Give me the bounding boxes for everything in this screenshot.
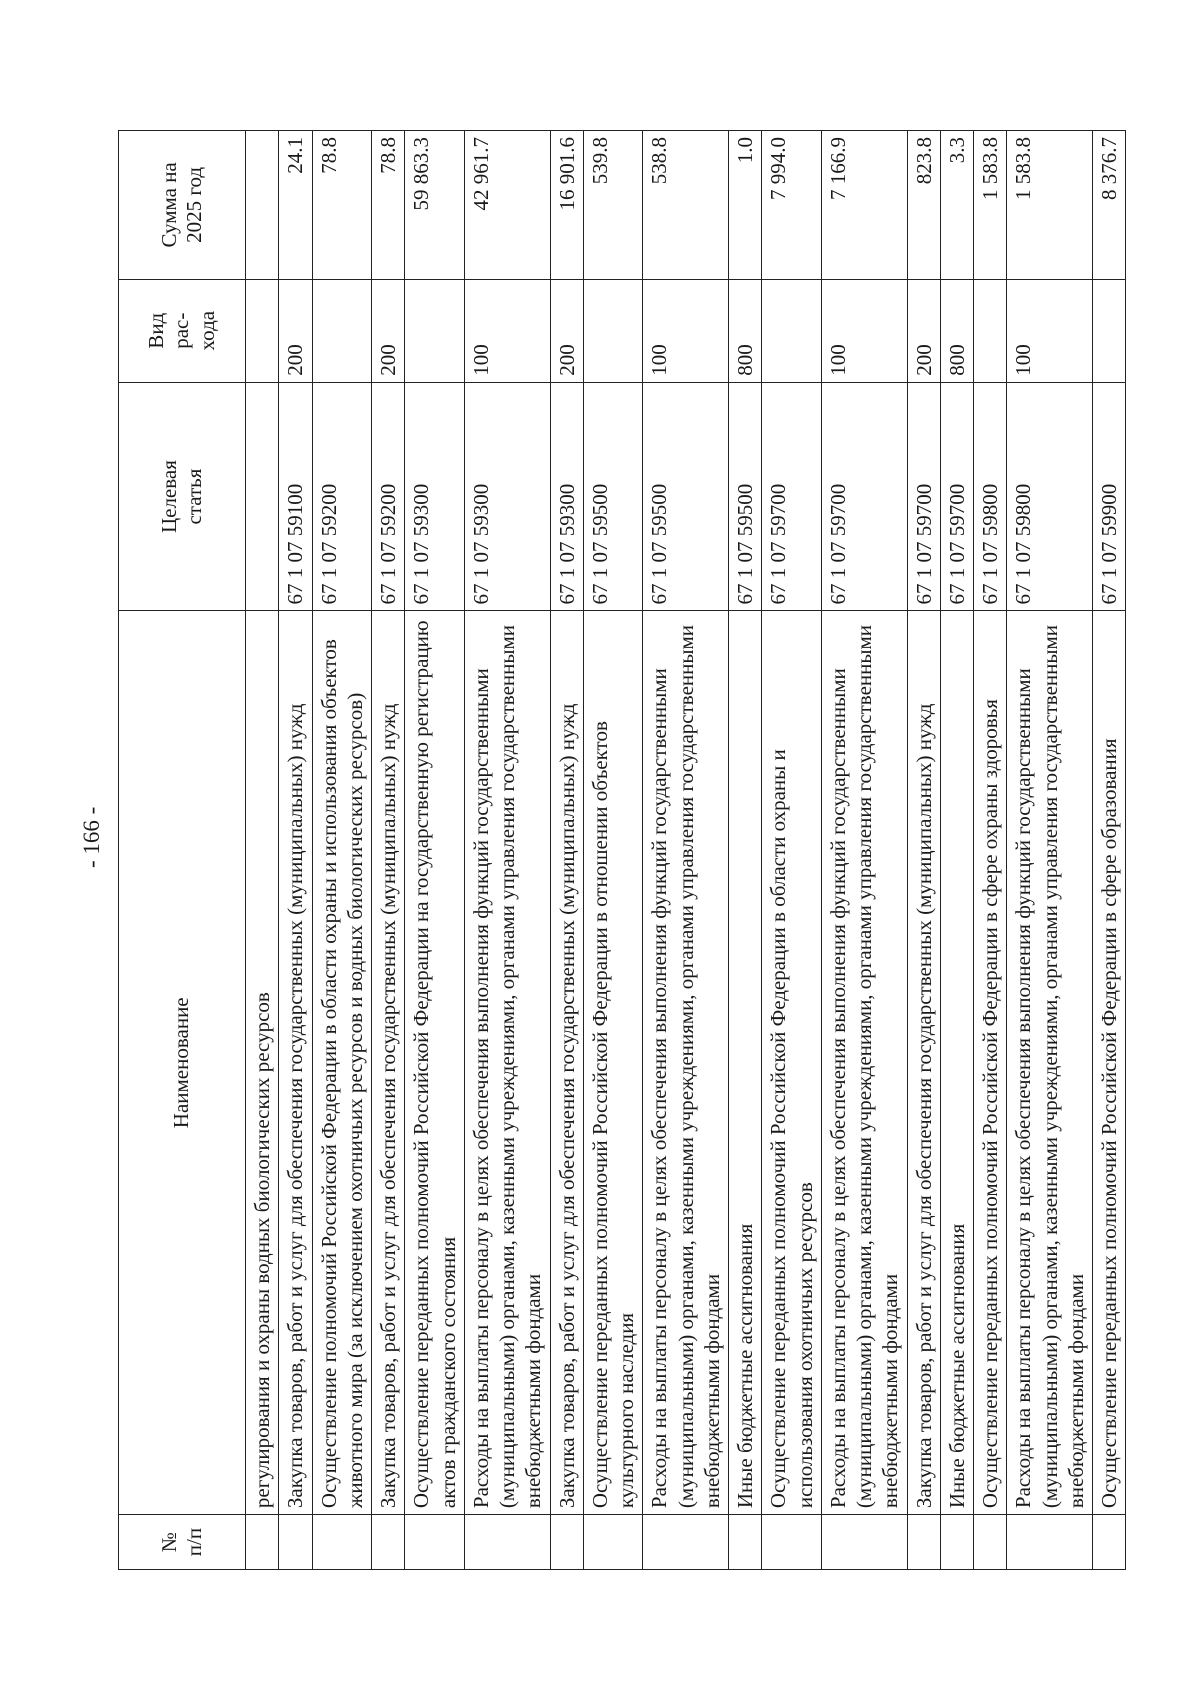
row-vid-cell: 200 [907, 279, 940, 382]
row-num-cell [643, 1515, 729, 1570]
row-code-cell: 67 1 07 59700 [762, 382, 822, 611]
row-name-cell: Закупка товаров, работ и услуг для обеспечения государственных (муниципальных) нужд [907, 611, 940, 1515]
row-sum-cell: 1 583.8 [974, 131, 1007, 280]
table-row [464, 131, 550, 1570]
row-num-cell [940, 1515, 973, 1570]
row-code-cell: 67 1 07 59300 [405, 382, 465, 611]
row-num-cell [583, 1515, 643, 1570]
row-num-cell [762, 1515, 822, 1570]
row-code-cell: 67 1 07 59900 [1093, 382, 1126, 611]
table-row [643, 131, 729, 1570]
rotated-table-wrapper [118, 130, 1121, 1570]
row-code-cell: 67 1 07 59200 [312, 382, 372, 611]
row-code-cell: 67 1 07 59800 [974, 382, 1007, 611]
row-sum-cell: 3.3 [940, 131, 973, 280]
table-row [821, 131, 907, 1570]
row-num-cell [312, 1515, 372, 1570]
table-row [907, 131, 940, 1570]
row-sum-cell: 78.8 [372, 131, 405, 280]
row-num-cell [1093, 1515, 1126, 1570]
row-code-cell: 67 1 07 59500 [643, 382, 729, 611]
table-row [583, 131, 643, 1570]
table-row [940, 131, 973, 1570]
row-sum-cell: 42 961.7 [464, 131, 550, 280]
row-sum-cell [246, 131, 279, 280]
row-num-cell [974, 1515, 1007, 1570]
row-code-cell: 67 1 07 59300 [464, 382, 550, 611]
table-row [1007, 131, 1093, 1570]
row-vid-cell: 800 [729, 279, 762, 382]
table-row [279, 131, 312, 1570]
table-row [246, 131, 279, 1570]
row-code-cell: 67 1 07 59700 [907, 382, 940, 611]
table-row [762, 131, 822, 1570]
row-name-cell: Осуществление переданных полномочий Российской Федерации в сфере охраны здоровья [974, 611, 1007, 1515]
header-sum-text: Сумма на 2025 год [156, 162, 206, 248]
row-name-cell: Осуществление полномочий Российской Федерации в области охраны и использования объектов животного мира (за исключением охотничьих ресурсов и водных биологических ресурсов) [312, 611, 372, 1515]
row-code-cell: 67 1 07 59500 [729, 382, 762, 611]
row-name-cell: Осуществление переданных полномочий Российской Федерации в отношении объектов культурного наследия [583, 611, 643, 1515]
row-name-cell: Осуществление переданных полномочий Российской Федерации в сфере образования [1093, 611, 1126, 1515]
row-name-cell: Осуществление переданных полномочий Российской Федерации на государственную регистрацию актов гражданского состояния [405, 611, 465, 1515]
row-sum-cell: 539.8 [583, 131, 643, 280]
table-row [405, 131, 465, 1570]
row-vid-cell [1093, 279, 1126, 382]
row-code-cell [246, 382, 279, 611]
row-vid-cell [405, 279, 465, 382]
row-code-cell: 67 1 07 59100 [279, 382, 312, 611]
row-vid-cell [246, 279, 279, 382]
row-num-cell [907, 1515, 940, 1570]
row-vid-cell [312, 279, 372, 382]
row-num-cell [550, 1515, 583, 1570]
row-code-cell: 67 1 07 59500 [583, 382, 643, 611]
row-vid-cell: 200 [550, 279, 583, 382]
row-vid-cell [762, 279, 822, 382]
row-num-cell [1007, 1515, 1093, 1570]
table-row [550, 131, 583, 1570]
row-name-cell: Иные бюджетные ассигнования [940, 611, 973, 1515]
row-num-cell [464, 1515, 550, 1570]
row-name-cell: Закупка товаров, работ и услуг для обеспечения государственных (муниципальных) нужд [372, 611, 405, 1515]
row-code-cell: 67 1 07 59800 [1007, 382, 1093, 611]
header-code-text: Целевая статья [156, 460, 206, 534]
row-sum-cell: 7 994.0 [762, 131, 822, 280]
row-sum-cell: 16 901.6 [550, 131, 583, 280]
row-vid-cell: 800 [940, 279, 973, 382]
row-code-cell: 67 1 07 59700 [940, 382, 973, 611]
row-sum-cell: 823.8 [907, 131, 940, 280]
row-vid-cell: 200 [372, 279, 405, 382]
row-name-cell: Закупка товаров, работ и услуг для обеспечения государственных (муниципальных) нужд [279, 611, 312, 1515]
row-code-cell: 67 1 07 59200 [372, 382, 405, 611]
table-row [729, 131, 762, 1570]
header-name [119, 611, 246, 1515]
row-name-cell: Расходы на выплаты персоналу в целях обеспечения выполнения функций государственными (муниципальными) органами, казенными учреждениями, органами управления государственными внебюджетными фондами [643, 611, 729, 1515]
row-num-cell [405, 1515, 465, 1570]
row-vid-cell: 100 [464, 279, 550, 382]
row-vid-cell [583, 279, 643, 382]
row-name-cell: Расходы на выплаты персоналу в целях обеспечения выполнения функций государственными (муниципальными) органами, казенными учреждениями, органами управления государственными внебюджетными фондами [464, 611, 550, 1515]
table-body [246, 131, 1126, 1570]
row-name-cell: Закупка товаров, работ и услуг для обеспечения государственных (муниципальных) нужд [550, 611, 583, 1515]
row-sum-cell: 1.0 [729, 131, 762, 280]
header-code [119, 382, 246, 611]
row-vid-cell: 100 [643, 279, 729, 382]
row-vid-cell [974, 279, 1007, 382]
row-num-cell [729, 1515, 762, 1570]
row-name-cell: Расходы на выплаты персоналу в целях обеспечения выполнения функций государственными (муниципальными) органами, казенными учреждениями, органами управления государственными внебюджетными фондами [821, 611, 907, 1515]
row-num-cell [372, 1515, 405, 1570]
row-vid-cell: 100 [821, 279, 907, 382]
row-vid-cell: 100 [1007, 279, 1093, 382]
row-name-cell: Иные бюджетные ассигнования [729, 611, 762, 1515]
table-row [974, 131, 1007, 1570]
row-name-cell: Осуществление переданных полномочий Российской Федерации в области охраны и использования охотничьих ресурсов [762, 611, 822, 1515]
row-sum-cell: 8 376.7 [1093, 131, 1126, 280]
header-name-text: Наименование [169, 997, 194, 1129]
row-sum-cell: 1 583.8 [1007, 131, 1093, 280]
table-row [312, 131, 372, 1570]
row-sum-cell: 59 863.3 [405, 131, 465, 280]
header-vid-text: Вид рас- хода [144, 310, 219, 351]
page-number: - 166 - [79, 806, 104, 868]
header-sum [119, 131, 246, 280]
header-num [119, 1515, 246, 1570]
row-vid-cell: 200 [279, 279, 312, 382]
table-row [1093, 131, 1126, 1570]
header-vid [119, 279, 246, 382]
row-sum-cell: 24.1 [279, 131, 312, 280]
row-name-cell: Расходы на выплаты персоналу в целях обеспечения выполнения функций государственными (муниципальными) органами, казенными учреждениями, органами управления государственными внебюджетными фондами [1007, 611, 1093, 1515]
row-num-cell [246, 1515, 279, 1570]
row-num-cell [279, 1515, 312, 1570]
table-header-row [119, 131, 246, 1570]
row-sum-cell: 78.8 [312, 131, 372, 280]
row-code-cell: 67 1 07 59300 [550, 382, 583, 611]
row-sum-cell: 538.8 [643, 131, 729, 280]
budget-table [118, 130, 1126, 1570]
row-sum-cell: 7 166.9 [821, 131, 907, 280]
row-num-cell [821, 1515, 907, 1570]
row-code-cell: 67 1 07 59700 [821, 382, 907, 611]
row-name-cell: регулирования и охраны водных биологических ресурсов [246, 611, 279, 1515]
header-num-text: № п/п [156, 1527, 206, 1557]
table-row [372, 131, 405, 1570]
